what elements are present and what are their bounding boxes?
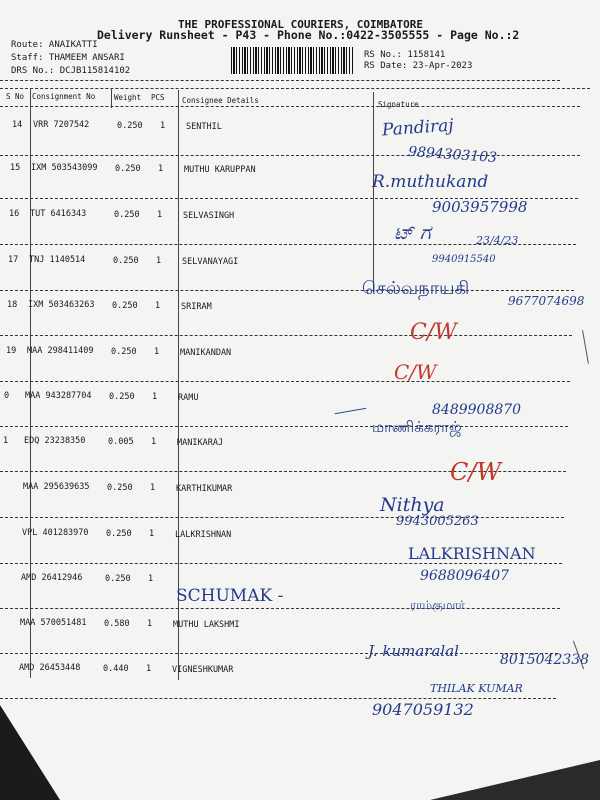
handwritten-cw-mark: C/W xyxy=(394,360,437,384)
handwritten-phone: 9047059132 xyxy=(372,700,474,719)
row-weight: 0.250 xyxy=(109,392,135,402)
handwritten-signature: மாணிக்கராஜ் xyxy=(372,418,462,436)
handwritten-signature: LALKRISHNAN xyxy=(408,544,536,563)
row-serial: 17 xyxy=(8,255,19,265)
handwritten-cw-mark: C/W xyxy=(450,458,502,486)
row-pieces: 1 xyxy=(148,574,154,584)
row-weight: 0.250 xyxy=(117,121,143,131)
row-consignment-number: AMD 26412946 xyxy=(21,573,83,583)
drs-number: DRS No.: DCJB115814102 xyxy=(11,66,131,76)
handwritten-phone: 9943005263 xyxy=(396,514,479,529)
row-consignee-name: MANIKARAJ xyxy=(177,438,224,448)
handwritten-signature: J. kumaralal xyxy=(368,642,459,660)
row-weight: 0.250 xyxy=(107,483,133,493)
handwritten-phone: 9940915540 xyxy=(432,254,496,265)
row-consignee-name: SELVANAYAGI xyxy=(182,257,239,267)
row-divider xyxy=(0,290,574,291)
row-serial: 1 xyxy=(3,436,9,446)
handwritten-phone: 9894303103 xyxy=(407,143,498,167)
pen-stroke xyxy=(335,408,367,415)
handwritten-cw-mark: C/W xyxy=(410,320,457,345)
divider xyxy=(0,106,580,107)
handwritten-name: THILAK KUMAR xyxy=(430,682,523,695)
company-name: THE PROFESSIONAL COURIERS, COIMBATORE xyxy=(178,18,424,31)
row-pieces: 1 xyxy=(155,301,161,311)
handwritten-signature: செல்வநாயகி xyxy=(362,278,470,299)
column-rule xyxy=(373,92,374,292)
handwritten-phone: 8015042338 xyxy=(500,652,590,668)
divider xyxy=(0,80,560,81)
row-weight: 0.005 xyxy=(108,437,134,447)
row-consignment-number: VRR 7207542 xyxy=(33,120,90,130)
row-consignment-number: EDQ 23238350 xyxy=(24,436,86,446)
row-consignment-number: MAA 298411409 xyxy=(27,346,94,356)
row-pieces: 1 xyxy=(158,164,164,174)
row-consignment-number: MAA 943287704 xyxy=(25,391,92,401)
row-consignment-number: AMD 26453448 xyxy=(19,663,81,673)
row-consignee-name: MUTHU LAKSHMI xyxy=(173,620,240,630)
runsheet-title: Delivery Runsheet - P43 - Phone No.:0422-3505555 - Page No.:2 xyxy=(97,28,520,42)
row-weight: 0.250 xyxy=(111,347,137,357)
column-header-sno: S No xyxy=(6,92,25,101)
row-consignment-number: TNJ 1140514 xyxy=(29,255,86,265)
row-consignee-name: SENTHIL xyxy=(186,122,222,132)
handwritten-signature: R.muthukand xyxy=(372,172,489,192)
handwritten-phone: 9003957998 xyxy=(432,198,528,216)
column-header-pcs: PCS xyxy=(151,93,165,102)
rs-date: RS Date: 23-Apr-2023 xyxy=(364,61,473,71)
row-consignee-name: MANIKANDAN xyxy=(180,348,232,358)
column-header-weight: Weight xyxy=(114,93,142,102)
handwritten-phone: 9688096407 xyxy=(420,568,510,584)
row-pieces: 1 xyxy=(147,619,153,629)
row-consignee-name: VIGNESHKUMAR xyxy=(172,665,234,675)
row-serial: 16 xyxy=(9,209,20,219)
column-rule xyxy=(30,88,31,678)
row-consignee-name: RAMU xyxy=(178,393,199,403)
row-weight: 0.250 xyxy=(112,301,138,311)
column-header-consignee: Consignee Details xyxy=(182,96,259,105)
row-divider xyxy=(0,335,572,336)
row-consignee-name: SELVASINGH xyxy=(183,211,235,221)
staff-label: Staff: THAMEEM ANSARI xyxy=(11,53,125,63)
row-consignment-number: MAA 570051481 xyxy=(20,618,87,628)
row-consignment-number: IXM 503463263 xyxy=(28,300,95,310)
column-header-consignment: Consignment No xyxy=(32,92,96,101)
row-pieces: 1 xyxy=(157,210,163,220)
row-divider xyxy=(0,426,568,427)
handwritten-phone: 8489908870 xyxy=(432,402,522,418)
row-consignment-number: IXM 503543099 xyxy=(31,163,98,173)
row-weight: 0.440 xyxy=(103,664,129,674)
rs-number: RS No.: 1158141 xyxy=(364,50,446,60)
row-weight: 0.250 xyxy=(115,164,141,174)
handwritten-signature: Pandiraj xyxy=(381,115,455,141)
divider xyxy=(0,88,590,89)
row-pieces: 1 xyxy=(151,437,157,447)
route-label: Route: ANAIKATTI xyxy=(11,40,98,50)
row-weight: 0.250 xyxy=(113,256,139,266)
row-pieces: 1 xyxy=(146,664,152,674)
handwritten-signature: Nithya xyxy=(380,494,445,516)
row-weight: 0.250 xyxy=(114,210,140,220)
row-serial: 19 xyxy=(6,346,17,356)
row-weight: 0.250 xyxy=(105,574,131,584)
row-consignee-name: MUTHU KARUPPAN xyxy=(184,165,256,175)
handwritten-signature: ராம்குமார் xyxy=(410,598,465,612)
row-consignment-number: MAA 295639635 xyxy=(23,482,90,492)
row-pieces: 1 xyxy=(156,256,162,266)
handwritten-signature: ಟ್ ಗ xyxy=(394,220,431,244)
row-pieces: 1 xyxy=(150,483,156,493)
row-consignee-name: LALKRISHNAN xyxy=(175,530,232,540)
row-weight: 0.250 xyxy=(106,529,132,539)
row-consignment-number: VPL 401283970 xyxy=(22,528,89,538)
row-pieces: 1 xyxy=(160,121,166,131)
row-pieces: 1 xyxy=(154,347,160,357)
row-divider xyxy=(0,608,560,609)
row-pieces: 1 xyxy=(149,529,155,539)
pen-stroke xyxy=(582,330,589,364)
row-pieces: 1 xyxy=(152,392,158,402)
handwritten-name: SCHUMAK - xyxy=(176,586,284,606)
column-header-signature: Signature xyxy=(378,100,419,109)
handwritten-date: 23/4/23 xyxy=(476,234,519,247)
row-consignment-number: TUT 6416343 xyxy=(30,209,87,219)
handwritten-phone: 9677074698 xyxy=(508,294,585,308)
row-divider xyxy=(0,653,558,654)
row-consignee-name: SRIRAM xyxy=(181,302,212,312)
column-rule xyxy=(111,88,112,108)
row-serial: 14 xyxy=(12,120,23,130)
row-serial: 0 xyxy=(4,391,10,401)
row-divider xyxy=(0,563,562,564)
row-divider xyxy=(0,517,564,518)
row-consignee-name: KARTHIKUMAR xyxy=(176,484,233,494)
row-serial: 15 xyxy=(10,163,21,173)
row-divider xyxy=(0,381,570,382)
row-serial: 18 xyxy=(7,300,18,310)
page-shadow xyxy=(0,705,60,800)
barcode xyxy=(231,47,353,74)
row-divider xyxy=(0,698,556,699)
row-weight: 0.580 xyxy=(104,619,130,629)
page-shadow xyxy=(430,760,600,800)
